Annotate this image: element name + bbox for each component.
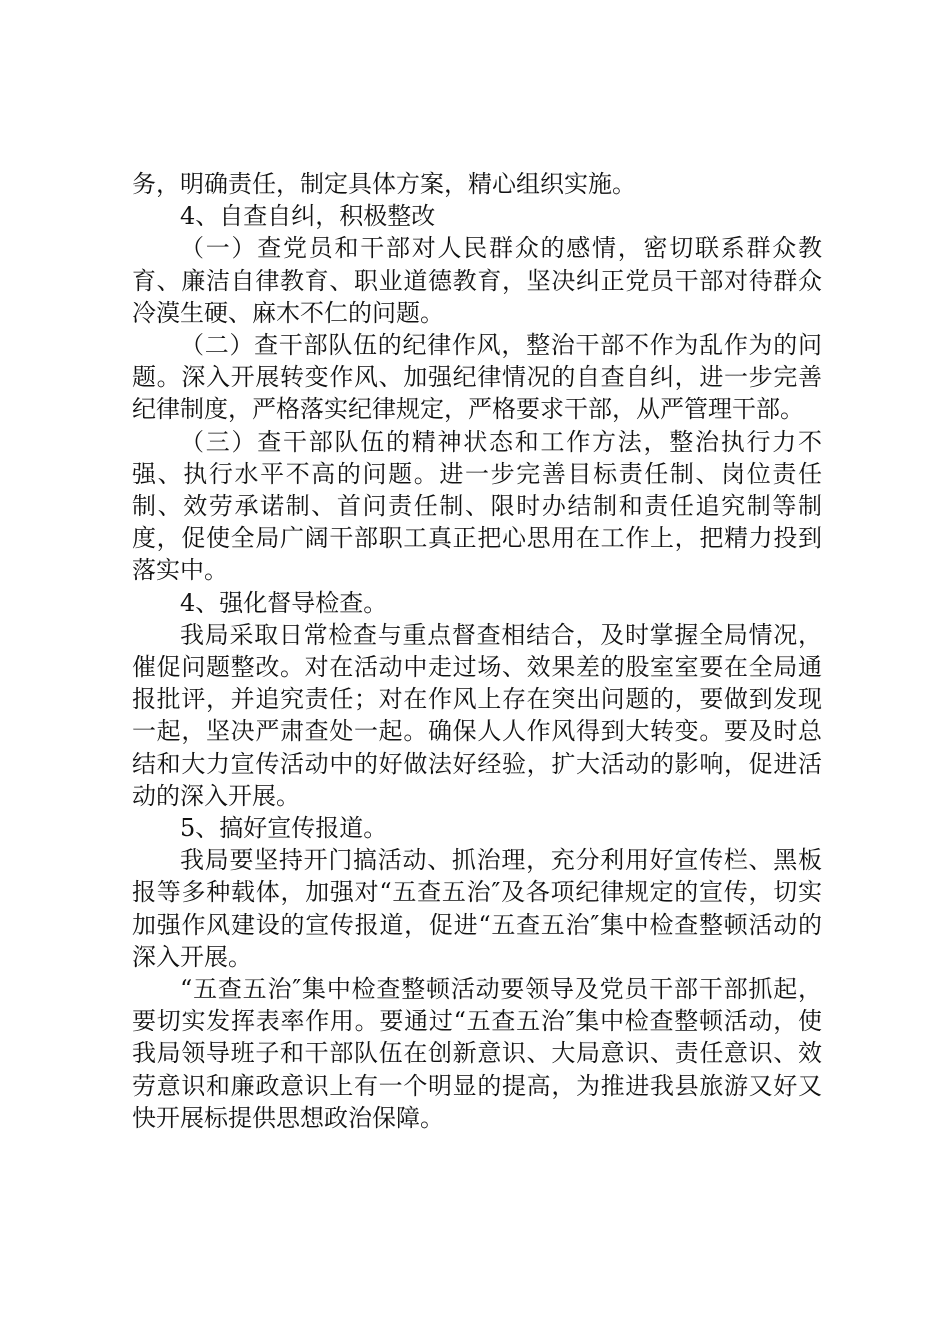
paragraph-publicity: 我局要坚持开门搞活动、抓治理，充分利用好宣传栏、黑板报等多种载体，加强对“五查五治″及各项纪律规定的宣传，切实加强作风建设的宣传报道，促进“五查五治″集中检查整顿活动的深入开展。 xyxy=(132,846,822,971)
continuation-paragraph: 务，明确责任，制定具体方案，精心组织实施。 xyxy=(132,170,636,198)
paragraph-item-three: （三）查干部队伍的精神状态和工作方法，整治执行力不强、执行水平不高的问题。进一步完善目标责任制、岗位责任制、效劳承诺制、首问责任制、限时办结制和责任追究制等制度，促使全局广阔干部职工真正把心思用在工作上，把精力投到落实中。 xyxy=(132,427,822,585)
section-heading-publicity: 5、搞好宣传报道。 xyxy=(180,814,388,843)
paragraph-supervision: 我局采取日常检查与重点督查相结合，及时掌握全局情况，催促问题整改。对在活动中走过场、效果差的股室室要在全局通报批评，并追究责任；对在作风上存在突出问题的，要做到发现一起，坚决严肃查处一起。确保人人作风得到大转变。要及时总结和大力宣传活动中的好做法好经验，扩大活动的影响，促进活动的深入开展。 xyxy=(132,620,822,810)
paragraph-item-one: （一）查党员和干部对人民群众的感情，密切联系群众教育、廉洁自律教育、职业道德教育，坚决纠正党员干部对待群众冷漠生硬、麻木不仁的问题。 xyxy=(132,234,822,327)
paragraph-item-two: （二）查干部队伍的纪律作风，整治干部不作为乱作为的问题。深入开展转变作风、加强纪律情况的自查自纠，进一步完善纪律制度，严格落实纪律规定，严格要求干部，从严管理干部。 xyxy=(132,331,822,424)
document-body xyxy=(132,168,822,1134)
section-heading-self-inspection: 4、自查自纠，积极整改 xyxy=(180,202,436,231)
section-heading-supervision: 4、强化督导检查。 xyxy=(180,588,388,617)
paragraph-conclusion: “五查五治″集中检查整顿活动要领导及党员干部干部抓起，要切实发挥表率作用。要通过“五查五治″集中检查整顿活动，使我局领导班子和干部队伍在创新意识、大局意识、责任意识、效劳意识和廉政意识上有一个明显的提高，为推进我县旅游又好又快开展标提供思想政治保障。 xyxy=(132,975,822,1132)
